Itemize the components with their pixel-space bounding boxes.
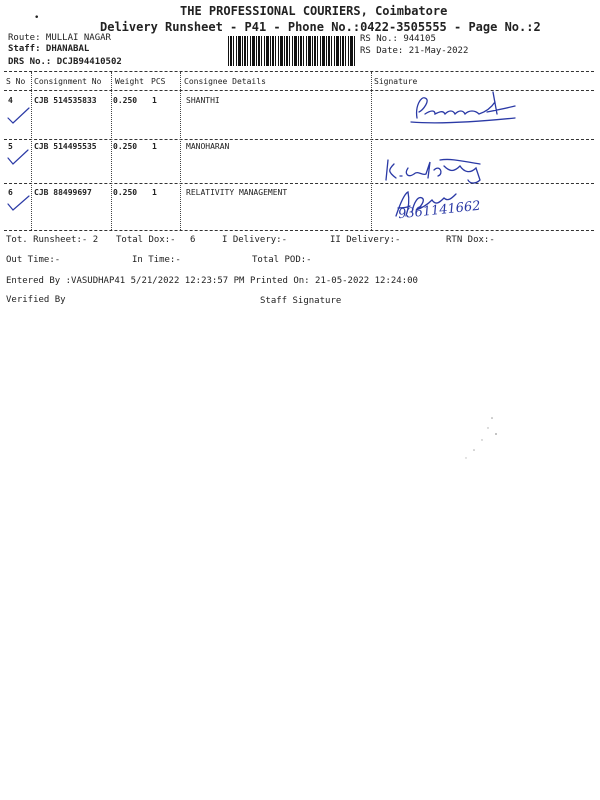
entered-by: Entered By :VASUDHAP41 5/21/2022 12:23:57 PM [6, 276, 245, 286]
table-top-rule [4, 71, 594, 72]
row-pcs: 1 [152, 142, 157, 151]
row-weight: 0.250 [113, 142, 138, 151]
row-consignee: MANOHARAN [186, 142, 230, 151]
row-pcs: 1 [152, 188, 157, 197]
scan-specks [460, 410, 510, 470]
total-dox-value: 6 [190, 235, 196, 245]
route-label: Route: MULLAI NAGAR [8, 33, 111, 43]
header-weight: Weight [115, 77, 144, 86]
row-consignment: CJB 88499697 [34, 188, 92, 197]
rs-number: RS No.: 944105 [360, 34, 436, 44]
header-signature: Signature [374, 77, 418, 86]
column-divider [371, 72, 372, 230]
company-title: THE PROFESSIONAL COURIERS, Coimbatore [180, 4, 448, 18]
dot-mark: • [34, 13, 40, 23]
verified-by: Verified By [6, 295, 66, 305]
row-rule [4, 139, 594, 140]
row-sno: 4 [8, 96, 13, 105]
row-pcs: 1 [152, 96, 157, 105]
row-consignment: CJB 514535833 [34, 96, 97, 105]
staff-signature: Staff Signature [260, 296, 342, 306]
header-consignment: Consignment No [34, 77, 102, 86]
row-sno: 5 [8, 142, 13, 151]
header-consignee: Consignee Details [184, 77, 266, 86]
handwritten-signature [405, 88, 525, 130]
check-mark-icon [6, 193, 32, 213]
row-rule [4, 183, 594, 184]
row-consignee: RELATIVITY MANAGEMENT [186, 188, 288, 197]
row-consignment: CJB 514495535 [34, 142, 97, 151]
total-dox-label: Total Dox:- [116, 235, 176, 245]
ii-delivery: II Delivery:- [330, 235, 401, 245]
total-pod: Total POD:- [252, 255, 312, 265]
i-delivery: I Delivery:- [222, 235, 288, 245]
column-divider [111, 72, 112, 230]
row-weight: 0.250 [113, 188, 138, 197]
table-bottom-rule [4, 230, 594, 231]
header-sno: S No [6, 77, 26, 86]
rs-date: RS Date: 21-May-2022 [360, 46, 469, 56]
header-pcs: PCS [151, 77, 166, 86]
runsheet-subtitle: Delivery Runsheet - P41 - Phone No.:0422-3505555 - Page No.:2 [100, 20, 541, 34]
row-consignee: SHANTHI [186, 96, 220, 105]
drs-number: DRS No.: DCJB94410502 [8, 57, 122, 67]
in-time: In Time:- [132, 255, 181, 265]
rtn-dox: RTN Dox:- [446, 235, 495, 245]
tot-runsheet: Tot. Runsheet:- 2 [6, 235, 99, 245]
out-time: Out Time:- [6, 255, 61, 265]
handwritten-signature [380, 154, 500, 188]
check-mark-icon [6, 148, 32, 168]
staff-label: Staff: DHANABAL [8, 44, 90, 54]
column-divider [180, 72, 181, 230]
barcode [228, 36, 356, 66]
check-mark-icon [6, 106, 32, 126]
row-weight: 0.250 [113, 96, 138, 105]
handwritten-phone: 9361141662 [397, 198, 482, 223]
row-sno: 6 [8, 188, 13, 197]
printed-on: Printed On: 21-05-2022 12:24:00 [250, 276, 418, 286]
